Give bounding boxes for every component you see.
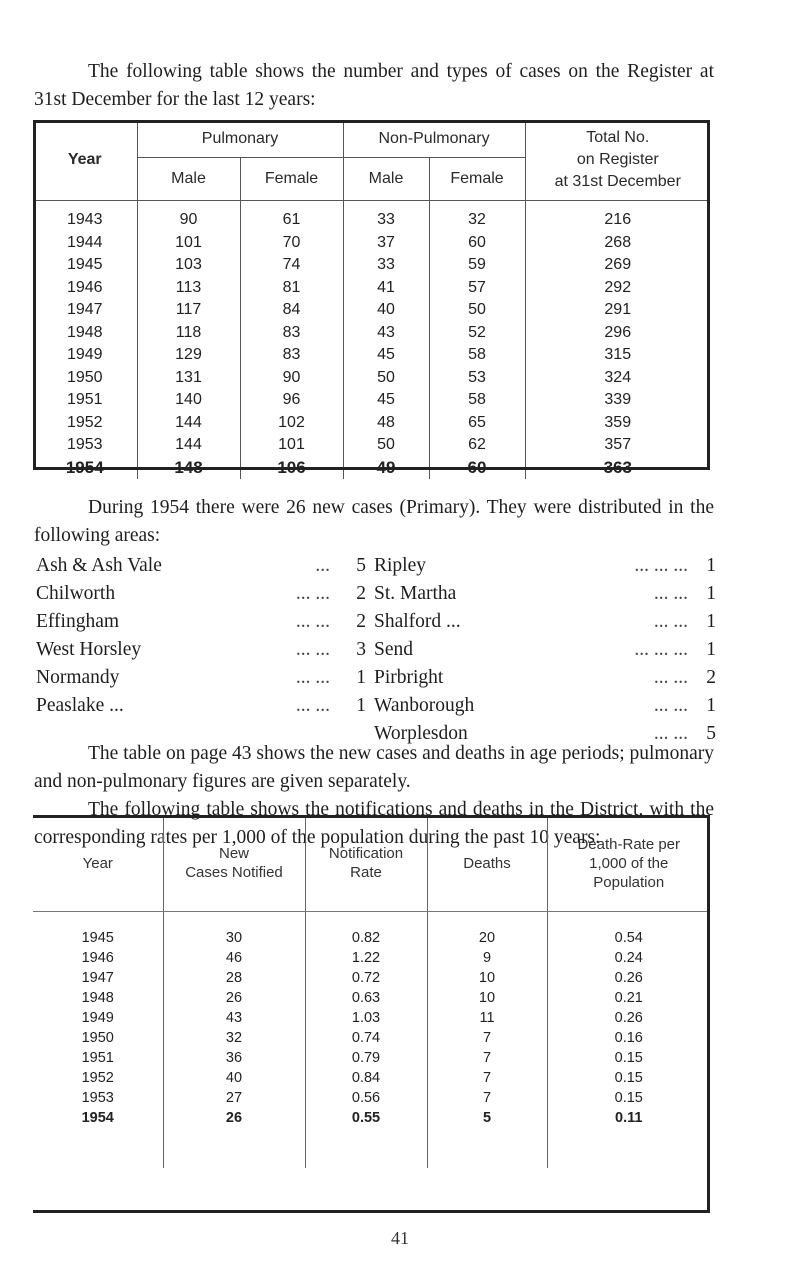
table-cell: 33 <box>343 254 429 277</box>
area-count: 1 <box>356 667 366 688</box>
table-cell: 26 <box>163 988 305 1008</box>
header-total-line1: Total No. <box>586 129 650 146</box>
header-new-cases-line1: New <box>218 845 249 862</box>
header-death-rate-line1: Death-Rate per <box>577 835 681 853</box>
area-name: Pirbright <box>374 667 444 688</box>
table-cell: 0.72 <box>305 968 427 988</box>
area-item <box>58 580 716 608</box>
table-cell: 148 <box>137 457 240 480</box>
table-cell: 291 <box>525 299 710 322</box>
table-cell: 1943 <box>66 211 103 229</box>
area-dots: ... ... ... <box>634 639 688 660</box>
table-cell: 1948 <box>81 990 114 1006</box>
table-cell: 37 <box>343 232 429 255</box>
table-cell: 357 <box>525 434 710 457</box>
area-name: St. Martha <box>374 583 457 604</box>
table-cell: 0.15 <box>547 1048 710 1068</box>
area-count: 5 <box>356 555 366 576</box>
register-table-body <box>33 201 710 480</box>
table-cell: 1952 <box>66 413 103 431</box>
table-cell: 0.84 <box>305 1068 427 1088</box>
area-dots: ... <box>315 555 330 576</box>
table-row <box>33 322 710 345</box>
table-cell: 43 <box>163 1008 305 1028</box>
header-pulmonary: Pulmonary <box>137 120 343 158</box>
table-cell: 363 <box>525 457 710 480</box>
table-cell: 1.22 <box>305 948 427 968</box>
area-count: 3 <box>356 639 366 660</box>
table-cell: 59 <box>429 254 525 277</box>
area-dots: ... ... ... <box>634 555 688 576</box>
area-dots: ... ... <box>295 583 330 604</box>
header-death-rate-line2: 1,000 of the <box>589 854 669 872</box>
table-cell: 9 <box>427 948 547 968</box>
table-cell: 269 <box>525 254 710 277</box>
table-cell: 1948 <box>66 323 103 341</box>
table-cell: 0.55 <box>305 1108 427 1128</box>
table-cell: 296 <box>525 322 710 345</box>
header-total-line2: on Register <box>576 151 659 168</box>
table-cell: 74 <box>240 254 343 277</box>
table-cell: 0.79 <box>305 1048 427 1068</box>
table-row <box>33 457 710 480</box>
area-dots: ... ... <box>653 611 688 632</box>
table-cell: 1954 <box>65 457 104 477</box>
area-name: Normandy <box>36 667 120 688</box>
table-cell: 1952 <box>81 1070 114 1086</box>
table-cell: 7 <box>427 1028 547 1048</box>
table-cell: 60 <box>429 457 525 480</box>
table-cell: 1953 <box>81 1090 114 1106</box>
table-row <box>33 1088 710 1108</box>
table-cell: 49 <box>343 457 429 480</box>
area-name: Ripley <box>374 555 426 576</box>
table-cell: 50 <box>429 299 525 322</box>
table-cell: 106 <box>240 457 343 480</box>
table-cell: 43 <box>343 322 429 345</box>
table-row <box>33 1048 710 1068</box>
table-cell: 40 <box>343 299 429 322</box>
table-cell: 0.21 <box>547 988 710 1008</box>
table-cell: 315 <box>525 344 710 367</box>
area-dots: ... ... <box>653 695 688 716</box>
table-cell: 45 <box>343 344 429 367</box>
header-death-rate <box>547 815 710 912</box>
area-count: 1 <box>706 611 716 632</box>
table-cell: 0.15 <box>547 1068 710 1088</box>
notification-table-body <box>33 912 710 1169</box>
header-year: Year <box>33 120 137 201</box>
table-cell: 292 <box>525 277 710 300</box>
table-row <box>33 1108 710 1128</box>
table-cell: 216 <box>525 209 710 232</box>
header-non-pulmonary: Non-Pulmonary <box>343 120 525 158</box>
area-name: Shalford ... <box>374 611 461 632</box>
table-cell: 359 <box>525 412 710 435</box>
page-number: 41 <box>391 1228 409 1248</box>
area-count: 1 <box>706 695 716 716</box>
table-cell: 1951 <box>81 1050 114 1066</box>
table-cell: 46 <box>163 948 305 968</box>
table-cell: 0.11 <box>547 1108 710 1128</box>
header-new-cases-line2: Cases Notified <box>185 864 283 881</box>
table-row <box>33 1068 710 1088</box>
area-dots: ... ... <box>295 611 330 632</box>
table-cell: 117 <box>137 299 240 322</box>
area-count: 2 <box>356 583 366 604</box>
table-cell: 40 <box>163 1068 305 1088</box>
header-notification-rate <box>305 815 427 912</box>
table-cell: 32 <box>429 209 525 232</box>
table-cell: 1946 <box>66 278 103 296</box>
table-cell: 61 <box>240 209 343 232</box>
header-year-2: Year <box>33 815 163 912</box>
table-cell: 1947 <box>66 301 103 319</box>
table-cell: 1949 <box>66 346 103 364</box>
header-death-rate-line3: Population <box>593 873 665 891</box>
area-dots: ... ... <box>653 583 688 604</box>
table-cell: 83 <box>240 322 343 345</box>
area-item <box>58 552 716 580</box>
table-row <box>33 367 710 390</box>
table-cell: 1950 <box>66 368 103 386</box>
table-cell: 0.15 <box>547 1088 710 1108</box>
table-cell: 1951 <box>66 391 103 409</box>
area-dots: ... ... <box>653 723 688 744</box>
area-name: Chilworth <box>36 583 116 604</box>
table-cell: 101 <box>240 434 343 457</box>
table-cell: 10 <box>427 988 547 1008</box>
table-cell: 36 <box>163 1048 305 1068</box>
table-cell: 1.03 <box>305 1008 427 1028</box>
header-non-pulmonary-male: Male <box>343 158 429 201</box>
table-cell: 60 <box>429 232 525 255</box>
table-cell: 1946 <box>81 950 114 966</box>
header-deaths: Deaths <box>427 815 547 912</box>
table-cell: 10 <box>427 968 547 988</box>
table-cell: 1944 <box>66 233 103 251</box>
table-cell: 30 <box>163 928 305 948</box>
table-cell: 268 <box>525 232 710 255</box>
table-cell: 118 <box>137 322 240 345</box>
table-cell: 28 <box>163 968 305 988</box>
header-pulmonary-male: Male <box>137 158 240 201</box>
table-row <box>33 968 710 988</box>
area-name: Worplesdon <box>374 723 468 744</box>
table-row <box>33 254 710 277</box>
table-cell: 0.56 <box>305 1088 427 1108</box>
table-row <box>33 412 710 435</box>
table-cell: 1947 <box>81 970 114 986</box>
area-name: Ash & Ash Vale <box>36 555 162 576</box>
table-cell: 1954 <box>81 1110 114 1126</box>
table-cell: 339 <box>525 389 710 412</box>
table-cell: 1950 <box>81 1030 114 1046</box>
table-cell: 131 <box>137 367 240 390</box>
table-cell: 5 <box>427 1108 547 1128</box>
header-total <box>525 120 710 201</box>
table-cell: 1953 <box>66 436 103 454</box>
table-cell: 324 <box>525 367 710 390</box>
table-cell: 1945 <box>81 930 114 946</box>
table-cell: 144 <box>137 434 240 457</box>
table-cell: 53 <box>429 367 525 390</box>
header-notification-rate-line2: Rate <box>350 864 382 881</box>
table-cell: 50 <box>343 367 429 390</box>
table-cell: 62 <box>429 434 525 457</box>
table-cell: 58 <box>429 344 525 367</box>
register-table <box>33 120 710 477</box>
area-dots: ... ... <box>295 639 330 660</box>
table-cell: 0.82 <box>305 928 427 948</box>
area-item <box>58 636 716 664</box>
area-name: West Horsley <box>36 639 142 660</box>
table-cell: 26 <box>163 1108 305 1128</box>
table-cell: 0.54 <box>547 928 710 948</box>
table-cell: 1945 <box>66 256 103 274</box>
area-name: Peaslake ... <box>36 695 124 716</box>
table-cell: 41 <box>343 277 429 300</box>
table-cell: 7 <box>427 1068 547 1088</box>
area-dots: ... ... <box>295 667 330 688</box>
table-cell: 0.16 <box>547 1028 710 1048</box>
table-row <box>33 277 710 300</box>
table-cell: 90 <box>240 367 343 390</box>
table-cell: 0.24 <box>547 948 710 968</box>
intro-paragraph: The following table shows the number and types of cases on the Register at 31st December for the last 12 years: <box>34 61 714 110</box>
header-notification-rate-line1: Notification <box>328 845 404 862</box>
table-cell: 65 <box>429 412 525 435</box>
area-item <box>58 692 716 720</box>
table-cell: 7 <box>427 1048 547 1068</box>
table-cell: 81 <box>240 277 343 300</box>
table-row <box>33 344 710 367</box>
table-cell: 45 <box>343 389 429 412</box>
table-cell: 90 <box>137 209 240 232</box>
table-cell: 101 <box>137 232 240 255</box>
header-non-pulmonary-female: Female <box>429 158 525 201</box>
area-count: 1 <box>706 639 716 660</box>
table-cell: 50 <box>343 434 429 457</box>
table-cell: 0.74 <box>305 1028 427 1048</box>
area-item <box>58 608 716 636</box>
table-cell: 7 <box>427 1088 547 1108</box>
table-cell: 83 <box>240 344 343 367</box>
table-cell: 84 <box>240 299 343 322</box>
table-cell: 129 <box>137 344 240 367</box>
distribution-paragraph: During 1954 there were 26 new cases (Primary). They were distributed in the following areas: <box>34 497 714 546</box>
table-row <box>33 948 710 968</box>
table-cell: 96 <box>240 389 343 412</box>
table-cell: 33 <box>343 209 429 232</box>
area-dots: ... ... <box>295 695 330 716</box>
table-row <box>33 1028 710 1048</box>
table-cell: 48 <box>343 412 429 435</box>
table-row <box>33 434 710 457</box>
table-cell: 11 <box>427 1008 547 1028</box>
area-count: 1 <box>706 555 716 576</box>
notification-table <box>33 815 710 1213</box>
table-cell: 27 <box>163 1088 305 1108</box>
table-cell: 32 <box>163 1028 305 1048</box>
table-row <box>33 209 710 232</box>
table-cell: 1949 <box>81 1010 114 1026</box>
table-cell: 140 <box>137 389 240 412</box>
table-cell: 70 <box>240 232 343 255</box>
area-name: Effingham <box>36 611 120 632</box>
table-row <box>33 928 710 948</box>
area-count: 2 <box>706 667 716 688</box>
table-cell: 58 <box>429 389 525 412</box>
table-cell: 0.26 <box>547 968 710 988</box>
table-cell: 103 <box>137 254 240 277</box>
header-new-cases <box>163 815 305 912</box>
table-cell: 0.26 <box>547 1008 710 1028</box>
table-cell: 20 <box>427 928 547 948</box>
table-cell: 57 <box>429 277 525 300</box>
area-name: Wanborough <box>374 695 475 716</box>
table-cell: 0.63 <box>305 988 427 1008</box>
area-name: Send <box>374 639 413 660</box>
table-cell: 52 <box>429 322 525 345</box>
area-count: 1 <box>706 583 716 604</box>
table-row <box>33 299 710 322</box>
table-row <box>33 1008 710 1028</box>
table-row <box>33 232 710 255</box>
table-cell: 113 <box>137 277 240 300</box>
age-periods-paragraph: The table on page 43 shows the new cases and deaths in age periods; pulmonary and non-pulmonary figures are given separately. The following table shows the notifications and deaths in the District, with the corresponding rates per 1,000 of the population during the past 10 years: <box>34 740 714 852</box>
table-row <box>33 988 710 1008</box>
area-count: 2 <box>356 611 366 632</box>
notifications-paragraph: The following table shows the notifications and deaths in the District, with the corresponding rates per 1,000 of the population during the past 10 years: <box>34 799 714 848</box>
header-total-line3: at 31st December <box>554 173 681 190</box>
table-row <box>33 389 710 412</box>
table-cell: 144 <box>137 412 240 435</box>
table-cell: 102 <box>240 412 343 435</box>
header-pulmonary-female: Female <box>240 158 343 201</box>
area-dots: ... ... <box>653 667 688 688</box>
area-item <box>58 664 716 692</box>
area-count: 1 <box>356 695 366 716</box>
area-count: 5 <box>706 723 716 744</box>
